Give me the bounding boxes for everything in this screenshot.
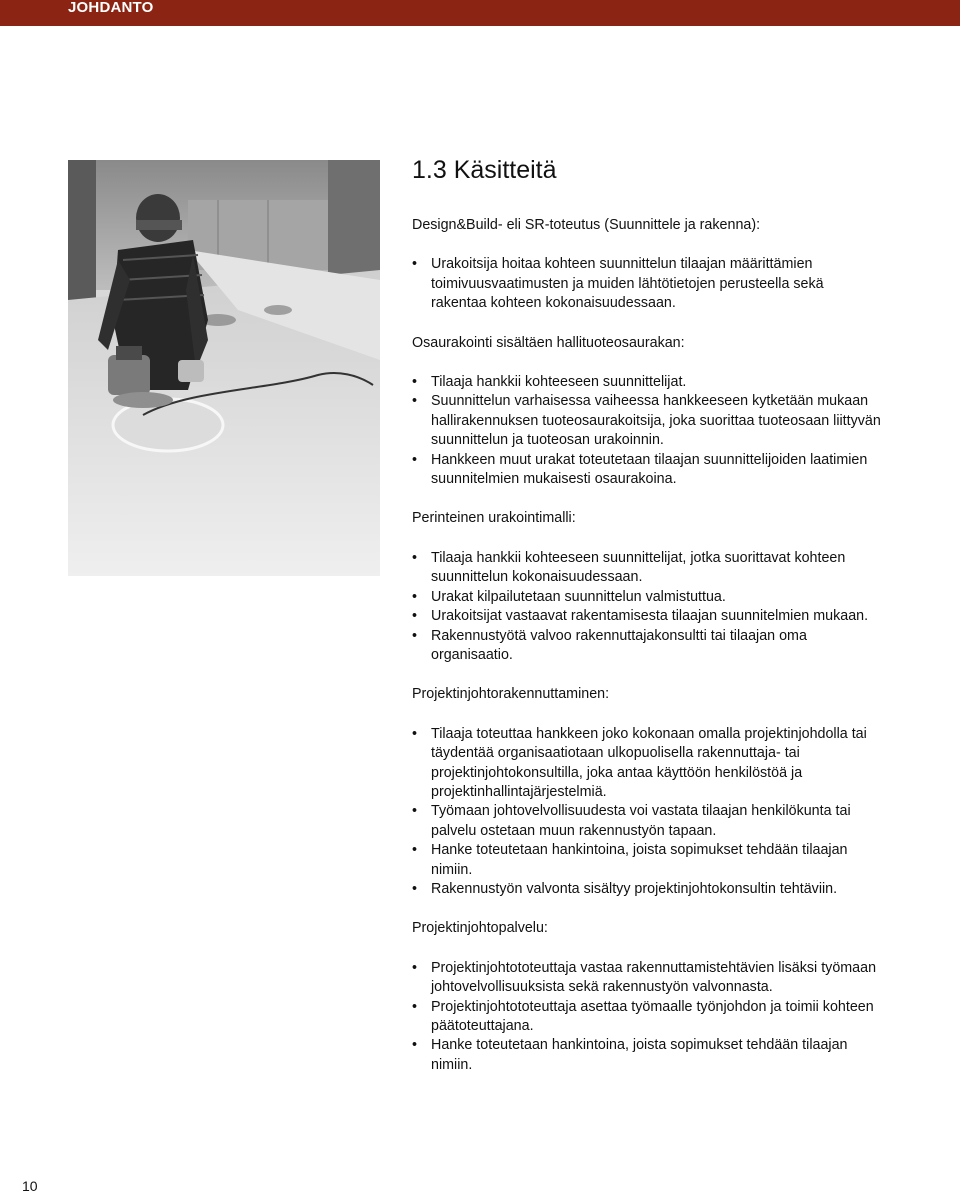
list-item: • Rakennustyön valvonta sisältyy projektinjohtokonsultin tehtäviin. xyxy=(412,880,882,899)
worker-grinding-floor-photo xyxy=(68,160,380,576)
section-heading: Osaurakointi sisältäen hallituoteosaurakan: xyxy=(412,334,685,351)
list-item: • Urakoitsija hoitaa kohteen suunnittelun tilaajan määrittämien toimivuusvaatimusten ja muiden lähtötietojen perusteella sekä rakentaa kohteen kokonaisuudessaan. xyxy=(412,255,882,313)
section-label: JOHDANTO xyxy=(68,0,154,16)
section-heading: Perinteinen urakointimalli: xyxy=(412,510,576,527)
bullet-list xyxy=(412,373,882,489)
list-item: • Hanke toteutetaan hankintoina, joista sopimukset tehdään tilaajan nimiin. xyxy=(412,841,882,880)
list-item: • Projektinjohtototeuttaja vastaa rakennuttamistehtävien lisäksi työmaan johtovelvollisuuksista sekä rakennustyön valvonnasta. xyxy=(412,959,882,998)
list-item: • Tilaaja hankkii kohteeseen suunnittelijat, jotka suorittavat kohteen suunnittelun kokonaisuudessaan. xyxy=(412,549,882,588)
page-number: 10 xyxy=(22,1178,38,1194)
list-item: • Tilaaja toteuttaa hankkeen joko kokonaan omalla projektinjohdolla tai täydentää organisaatiotaan ulkopuolisella rakennuttaja- tai projektinjohtokonsultilla, joka antaa käyttöön henkilöstöä ja projektinhallintajärjestelmiä. xyxy=(412,725,882,803)
list-item: • Suunnittelun varhaisessa vaiheessa hankkeeseen kytketään mukaan hallirakennuksen tuoteosaurakoitsija, joka suorittaa tuoteosaan liittyvän suunnittelun ja tuoteosan urakoinnin. xyxy=(412,392,882,450)
list-item: • Työmaan johtovelvollisuudesta voi vastata tilaajan henkilökunta tai palvelu ostetaan muun rakennustyön tapaan. xyxy=(412,802,882,841)
bullet-list xyxy=(412,725,882,900)
section-heading: Projektinjohtopalvelu: xyxy=(412,920,548,937)
article-sections xyxy=(412,216,882,1075)
list-item: • Hankkeen muut urakat toteutetaan tilaajan suunnittelijoiden laatimien suunnitelmien mukaisesti osaurakoina. xyxy=(412,451,882,490)
list-item: • Projektinjohtototeuttaja asettaa työmaalle työnjohdon ja toimii kohteen päätoteuttajana. xyxy=(412,998,882,1037)
bullet-list xyxy=(412,959,882,1075)
article xyxy=(412,150,882,1095)
section-header-bar xyxy=(0,0,960,26)
list-item: • Urakoitsijat vastaavat rakentamisesta tilaajan suunnitelmien mukaan. xyxy=(412,607,882,626)
page-title: 1.3 Käsitteitä xyxy=(412,156,557,184)
list-item: • Tilaaja hankkii kohteeseen suunnittelijat. xyxy=(412,373,882,392)
list-item: • Rakennustyötä valvoo rakennuttajakonsultti tai tilaajan oma organisaatio. xyxy=(412,627,882,666)
section-heading: Projektinjohtorakennuttaminen: xyxy=(412,686,610,703)
list-item: • Hanke toteutetaan hankintoina, joista sopimukset tehdään tilaajan nimiin. xyxy=(412,1036,882,1075)
section-heading: Design&Build- eli SR-toteutus (Suunnittele ja rakenna): xyxy=(412,217,761,233)
list-item: • Urakat kilpailutetaan suunnittelun valmistuttua. xyxy=(412,588,882,607)
bullet-list xyxy=(412,255,882,313)
bullet-list xyxy=(412,549,882,665)
